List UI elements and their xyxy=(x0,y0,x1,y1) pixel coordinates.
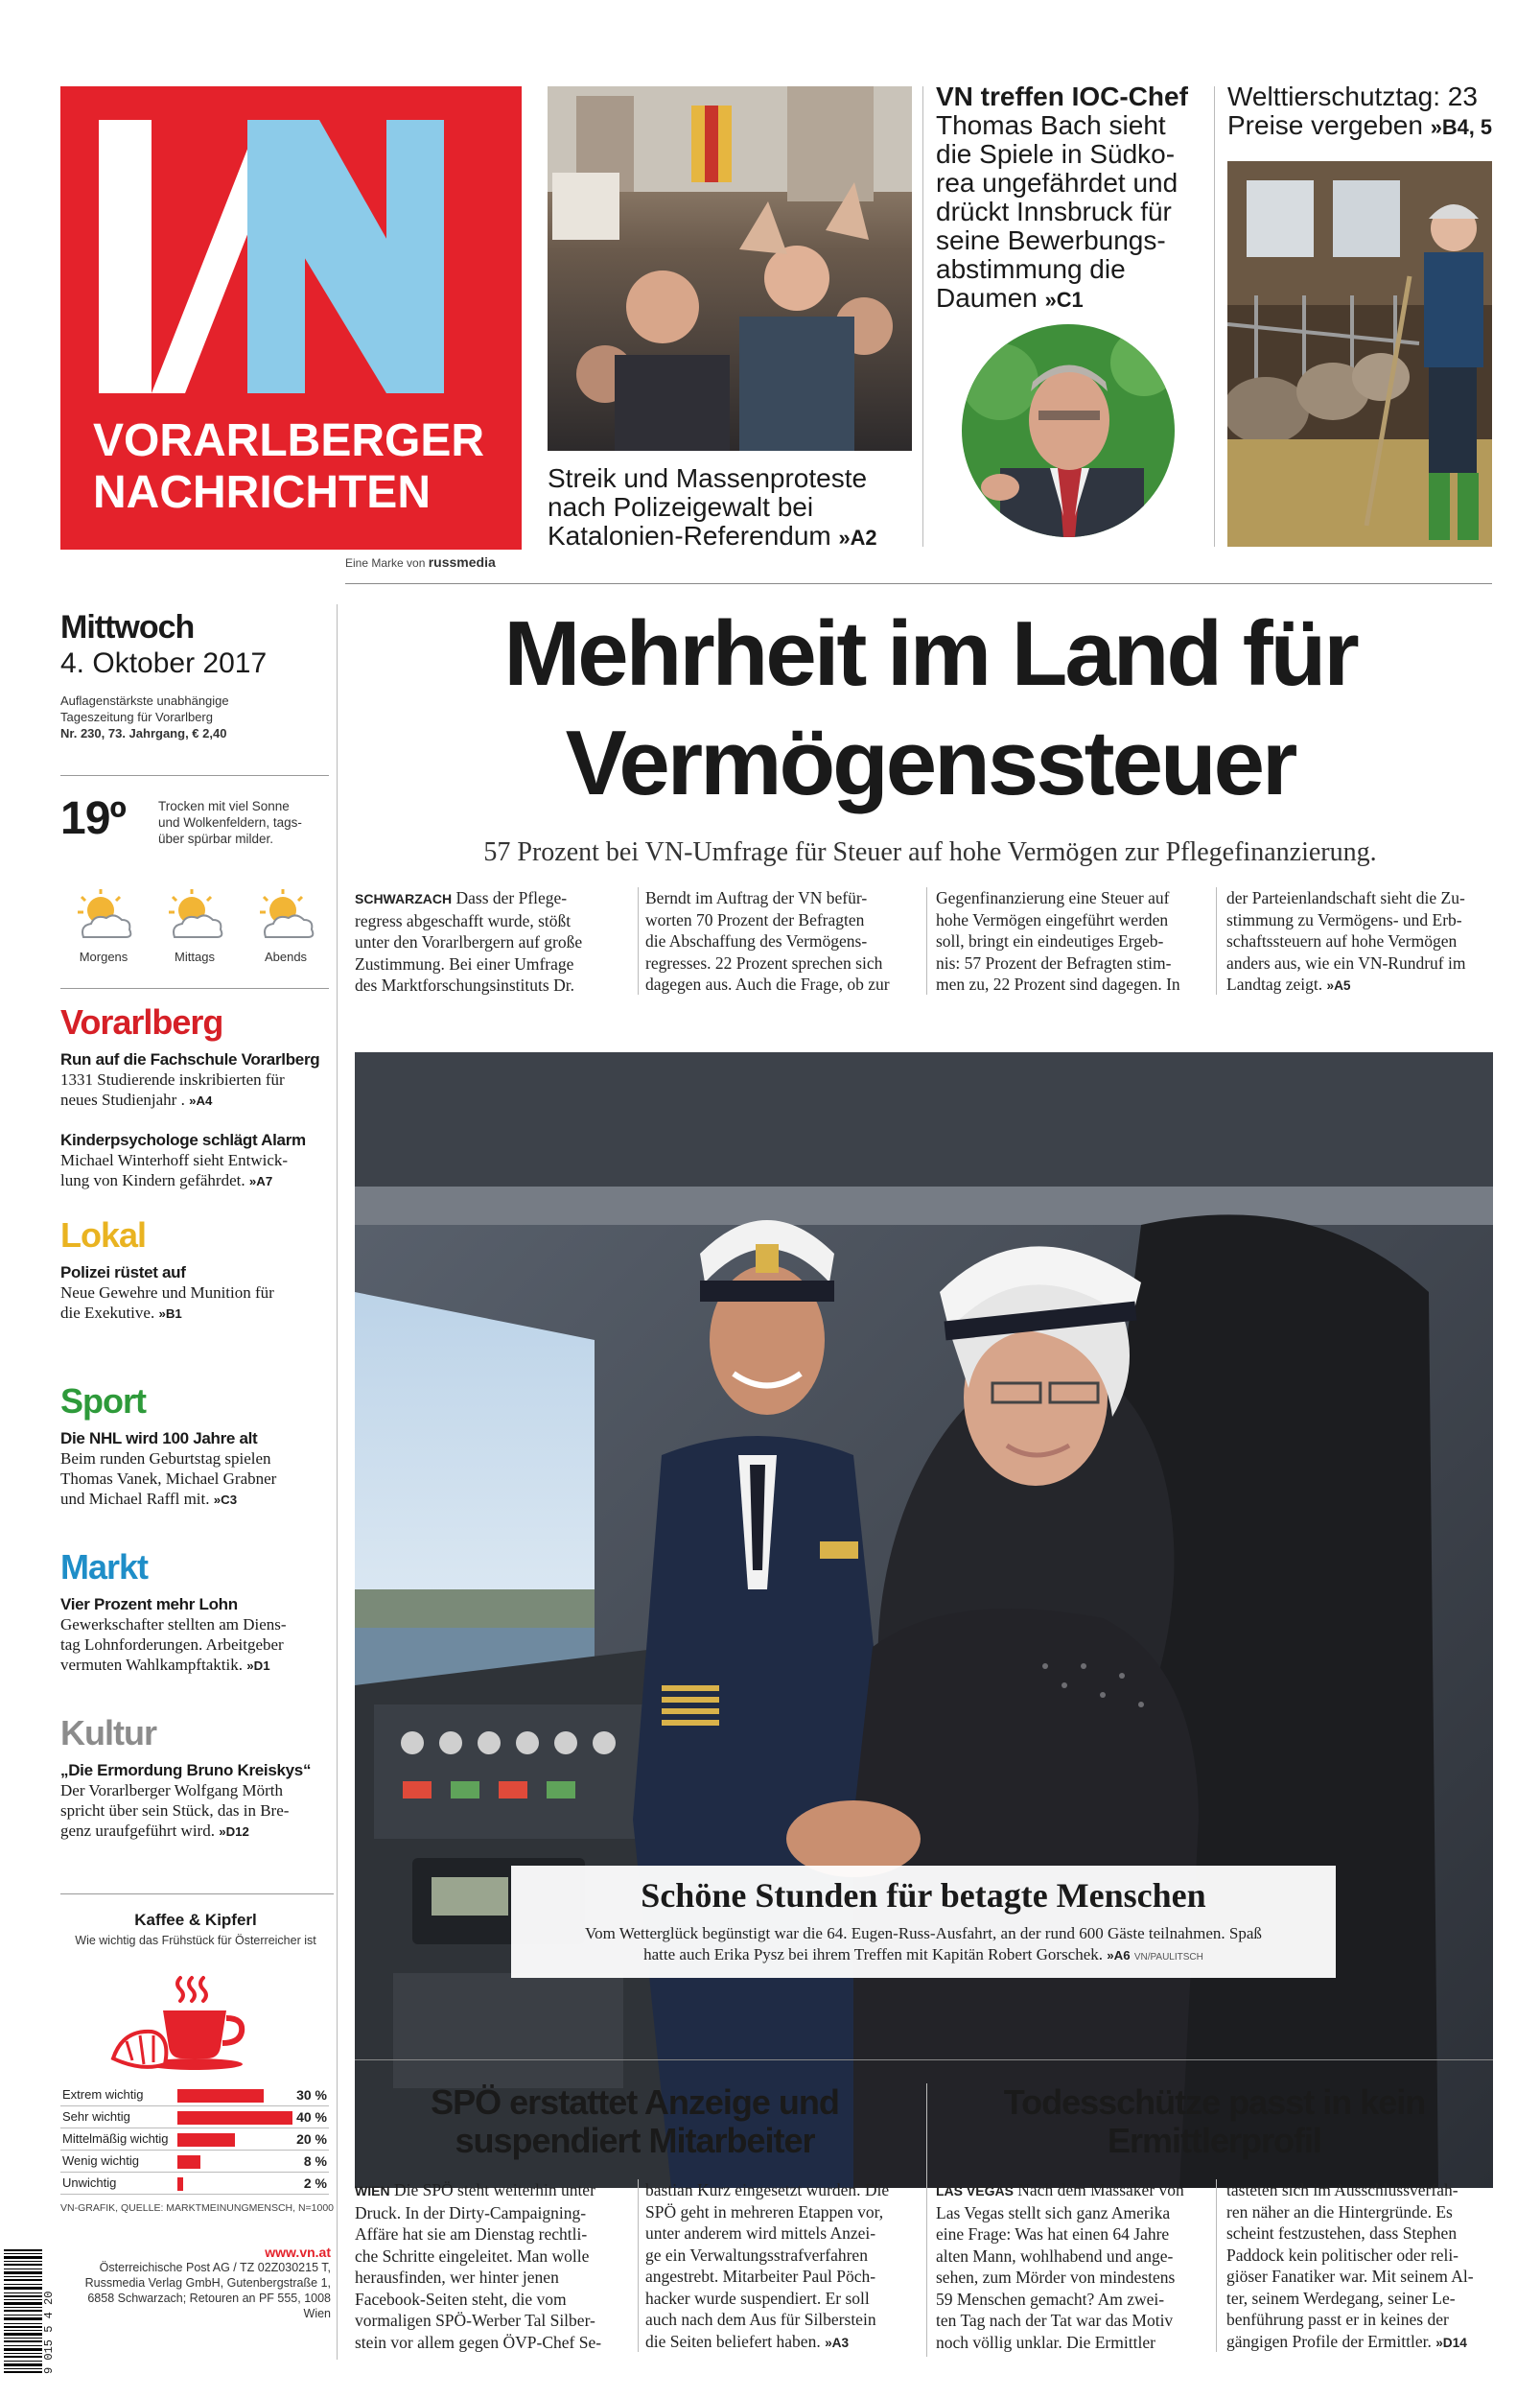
page-ref[interactable]: »A4 xyxy=(189,1093,213,1108)
breakfast-chart xyxy=(60,1911,331,1947)
photo-credit: VN/PAULITSCH xyxy=(1133,1952,1203,1963)
ioc-kicker: VN treffen IOC-Chef xyxy=(936,82,1188,111)
brand-note: Eine Marke von russmedia xyxy=(345,554,496,570)
dateline-place: LAS VEGAS xyxy=(936,2183,1014,2198)
feature-caption: Vom Wetterglück begünstigt war die 64. Eugen-Russ-Ausfahrt, an der rund 600 Gäste teilnahmen. Spaß hatte auch Erika Pysz bei ihrem Treffen mit Kapitän Robert Gorschek. »A6 VN/PAULITSCH xyxy=(585,1924,1262,1963)
column-divider xyxy=(638,887,639,995)
section-title[interactable]: Sport xyxy=(60,1381,146,1421)
temperature: 19º xyxy=(60,793,126,844)
imprint: www.vn.at Österreichische Post AG / TZ 02Z030215 T, Russmedia Verlag GmbH, Gutenbergstraße 1, 6858 Schwarzach; Retouren an PF 555, 1008 Wien xyxy=(60,2245,331,2321)
masthead-divider xyxy=(345,583,1492,584)
bar-label: Wenig wichtig xyxy=(62,2153,139,2168)
page-ref[interactable]: »A7 xyxy=(248,1174,273,1188)
cow-barn-photo[interactable] xyxy=(1227,161,1492,547)
catalonia-page-ref[interactable]: »A2 xyxy=(838,526,877,550)
animal-welfare-teaser[interactable]: Welttierschutztag: 23 Preise vergeben »B4, 5 xyxy=(1227,82,1492,140)
masthead-name-line1: VORARLBERGER xyxy=(93,415,485,466)
animals-page-ref[interactable]: »B4, 5 xyxy=(1430,115,1492,139)
column-divider xyxy=(1214,86,1215,547)
masthead-logo[interactable] xyxy=(60,86,522,550)
bar-label: Mittelmäßig wichtig xyxy=(62,2131,169,2146)
masthead-name-line2: NACHRICHTEN xyxy=(93,467,431,518)
lead-column-1: SCHWARZACH Dass der Pflege- regress abgeschafft wurde, stößt unter den Vorarlbergern auf große Zustimmung. Bei einer Umfrage des Marktforschungsinstituts Dr. xyxy=(355,888,583,995)
dateline xyxy=(60,608,329,741)
weather-box xyxy=(60,794,329,890)
lead-subhead: 57 Prozent bei VN-Umfrage für Steuer auf hohe Vermögen zur Pflegefinanzierung. xyxy=(483,837,1377,867)
section-markt[interactable] xyxy=(60,1548,334,1676)
lead-column-3: Gegenfinanzierung eine Steuer auf hohe Vermögen eingeführt werden soll, bringt ein eindeutiges Ergeb- nis: 57 Prozent der Befragten stim- men zu, 22 Prozent sind dagegen. In xyxy=(936,888,1180,994)
bar-row-unwichtig xyxy=(60,2174,329,2195)
bar-row-sehr xyxy=(60,2107,329,2128)
sidebar-divider xyxy=(60,988,329,989)
section-title[interactable]: Vorarlberg xyxy=(60,1002,223,1042)
column-divider xyxy=(922,86,923,547)
vegas-column-1: LAS VEGAS Nach dem Massaker von Las Vegas stellt sich ganz Amerika eine Frage: Was hat einen 64 Jahre alten Mann, wohlhabend und ange- sehen, zum Mörder von mindestens 59 Menschen gemacht? Am zwei- ten Tag nach der Tat war das Motiv noch völlig unklar. Die Ermittler xyxy=(936,2180,1184,2352)
bar-value: 2 % xyxy=(303,2175,327,2191)
coffee-croissant-illustration xyxy=(104,1972,267,2078)
bar-value: 8 % xyxy=(303,2153,327,2169)
sun-cloud-icon xyxy=(70,887,137,945)
sun-cloud-icon xyxy=(252,887,319,945)
bar-unwichtig xyxy=(177,2177,183,2191)
bar-extrem xyxy=(177,2089,264,2103)
column-divider xyxy=(1216,887,1217,995)
date: 4. Oktober 2017 xyxy=(60,647,268,679)
barcode-number: 9 015 5 4 20 xyxy=(42,2291,56,2374)
bar-value: 30 % xyxy=(296,2087,327,2103)
russmedia-logo: russmedia xyxy=(428,554,496,570)
weather-evening: Abends xyxy=(243,887,329,964)
spo-page-ref[interactable]: »A3 xyxy=(825,2335,850,2350)
website-link[interactable]: www.vn.at xyxy=(265,2245,331,2260)
catalonia-protest-photo[interactable] xyxy=(548,86,912,451)
bar-value: 20 % xyxy=(296,2131,327,2147)
ioc-page-ref[interactable]: »C1 xyxy=(1044,288,1084,312)
captain-feature-photo[interactable] xyxy=(355,1052,1493,2188)
ioc-teaser[interactable]: VN treffen IOC-Chef Thomas Bach sieht die Spiele in Südko- rea ungefährdet und drückt Innsbruck für seine Bewerbungs- abstimmung die Daumen »C1 xyxy=(936,82,1204,315)
bach-portrait-photo[interactable] xyxy=(962,324,1175,537)
section-divider xyxy=(355,2059,1493,2060)
page-ref[interactable]: »C3 xyxy=(213,1493,238,1507)
weather-noon: Mittags xyxy=(152,887,238,964)
edition-note: Auflagenstärkste unabhängige Tageszeitung für Vorarlberg Nr. 230, 73. Jahrgang, € 2,40 xyxy=(60,694,229,741)
section-teaser[interactable]: Die NHL wird 100 Jahre alt Beim runden Geburtstag spielen Thomas Vanek, Michael Grabner und Michael Raffl mit. »C3 xyxy=(60,1429,277,1508)
page-ref[interactable]: »D1 xyxy=(246,1658,270,1673)
weather-morning: Morgens xyxy=(60,887,147,964)
sidebar-divider xyxy=(60,1893,334,1894)
sidebar-vertical-rule xyxy=(337,604,338,2360)
dateline-place: WIEN xyxy=(355,2183,390,2198)
section-title[interactable]: Markt xyxy=(60,1547,149,1587)
bar-label: Sehr wichtig xyxy=(62,2109,130,2124)
catalonia-teaser[interactable]: Streik und Massenproteste nach Polizeigewalt bei Katalonien-Referendum »A2 xyxy=(548,463,877,551)
lead-headline[interactable]: Mehrheit im Land für Vermögenssteuer xyxy=(503,602,1357,814)
weather-text: Trocken mit viel Sonne und Wolkenfeldern, tags- über spürbar milder. xyxy=(158,799,302,846)
barcode xyxy=(4,2249,42,2374)
section-lokal[interactable] xyxy=(60,1216,334,1324)
section-kultur[interactable] xyxy=(60,1714,334,1842)
sun-cloud-icon xyxy=(161,887,228,945)
spo-headline[interactable]: SPÖ erstattet Anzeige und suspendiert Mitarbeiter xyxy=(431,2082,839,2160)
spo-column-2: bastian Kurz eingesetzt wurden. Die SPÖ geht in mehreren Etappen vor, unter anderem wird mittels Anzei- ge ein Verwaltungsstrafverfahren angestrebt. Mitarbeiter Paul Pöch- hacker wurde suspendiert. Er soll auch nach dem Aus für Silberstein die Seiten beliefert haben. »A3 xyxy=(645,2180,890,2351)
bar-row-wenig xyxy=(60,2151,329,2173)
article-divider xyxy=(926,2083,927,2357)
chart-subtitle: Wie wichtig das Frühstück für Österreicher ist xyxy=(75,1934,316,1947)
section-teaser[interactable]: Vier Prozent mehr Lohn Gewerkschafter stellten am Diens- tag Lohnforderungen. Arbeitgeber vermuten Wahlkampftaktik. »D1 xyxy=(60,1595,287,1674)
bar-row-extrem xyxy=(60,2085,329,2106)
page-ref[interactable]: »D12 xyxy=(219,1824,249,1839)
barcode-icon xyxy=(4,2249,42,2374)
bar-value: 40 % xyxy=(296,2109,327,2125)
vegas-headline[interactable]: Todesschütze passt in kein Ermittlerprofil xyxy=(1003,2082,1426,2160)
chart-source: VN-GRAFIK, QUELLE: MARKTMEINUNGMENSCH, N=1000 xyxy=(60,2202,335,2214)
sidebar-divider xyxy=(60,775,329,776)
column-divider xyxy=(638,2179,639,2352)
section-sport[interactable] xyxy=(60,1382,334,1510)
lead-page-ref[interactable]: »A5 xyxy=(1326,978,1351,993)
spo-column-1: WIEN Die SPÖ steht weiterhin unter Druck. In der Dirty-Campaigning- Affäre hat sie am Dienstag rechtli- che Schritte eingeleitet. Man wolle herausfinden, wer hinter jenen Facebook-Seiten steht, die vom vormaligen SPÖ-Werber Tal Silber- stein vor allem gegen ÖVP-Chef Se- xyxy=(355,2180,602,2352)
bar-label: Unwichtig xyxy=(62,2175,117,2190)
lead-column-2: Berndt im Auftrag der VN befür- worten 70 Prozent der Befragten die Abschaffung des Vermögens- regresses. 22 Prozent sprechen sich dagegen aus. Auch die Frage, ob zur xyxy=(645,888,890,994)
section-teaser[interactable]: „Die Ermordung Bruno Kreiskys“ Der Vorarlberger Wolfgang Mörth spricht über sein Stück, das in Bre- genz uraufgeführt wird. »D12 xyxy=(60,1761,312,1840)
lead-column-4: der Parteienlandschaft sieht die Zu- stimmung zu Vermögens- und Erb- schaftssteuern auf hohe Vermögen anders aus, wie ein VN-Rundruf im Landtag zeigt. »A5 xyxy=(1226,888,1466,994)
weather-periods xyxy=(60,887,329,978)
section-title[interactable]: Kultur xyxy=(60,1713,156,1752)
weekday: Mittwoch xyxy=(60,609,195,646)
bar-label: Extrem wichtig xyxy=(62,2087,144,2102)
bar-sehr xyxy=(177,2111,292,2125)
section-title[interactable]: Lokal xyxy=(60,1215,147,1255)
bar-wenig xyxy=(177,2155,200,2169)
dateline-place: SCHWARZACH xyxy=(355,891,453,906)
section-teaser[interactable]: Run auf die Fachschule Vorarlberg 1331 Studierende inskribierten für neues Studienjahr . »A4 xyxy=(60,1050,320,1109)
bar-mittel xyxy=(177,2133,235,2147)
column-divider xyxy=(926,887,927,995)
vegas-page-ref[interactable]: »D14 xyxy=(1435,2335,1467,2350)
chart-title: Kaffee & Kipferl xyxy=(134,1911,257,1929)
bar-row-mittel xyxy=(60,2129,329,2151)
chart-bars xyxy=(60,2085,331,2198)
section-teaser[interactable]: Kinderpsychologe schlägt Alarm Michael Winterhoff sieht Entwick- lung von Kindern gefährdet. »A7 xyxy=(60,1131,306,1189)
column-divider xyxy=(1216,2179,1217,2352)
vegas-column-2: tasteten sich im Ausschlussverfah- ren näher an die Hintergründe. Es scheint festzustehen, dass Stephen Paddock kein politischer oder reli- giöser Fanatiker war. Mit seinem Al- ter, seinem Werdegang, seiner Le- benführung passt er in keines der gängigen Profile der Ermittler. »D14 xyxy=(1226,2180,1474,2351)
section-teaser[interactable]: Polizei rüstet auf Neue Gewehre und Munition für die Exekutive. »B1 xyxy=(60,1263,274,1322)
feature-caption-box xyxy=(511,1866,1336,1978)
feature-title: Schöne Stunden für betagte Menschen xyxy=(641,1876,1206,1915)
page-ref[interactable]: »B1 xyxy=(158,1306,182,1321)
feature-page-ref[interactable]: »A6 xyxy=(1107,1948,1131,1963)
